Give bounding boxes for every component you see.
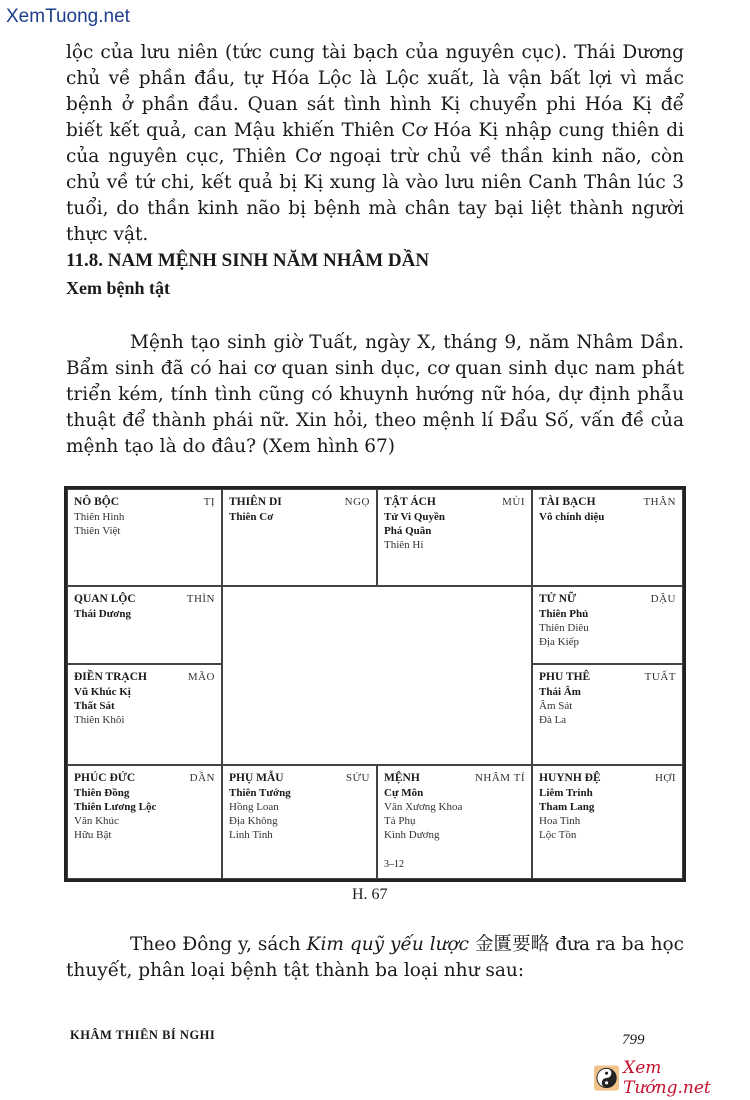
palace-name: TÀI BẠCH [539, 496, 596, 508]
minor-star: Thiên Diêu [539, 622, 589, 634]
minor-star: Địa Không [229, 815, 278, 827]
earthly-branch: MÃO [187, 671, 215, 683]
minor-star: Lộc Tồn [539, 829, 577, 841]
palace-tai-bach [532, 489, 683, 586]
major-star: Tham Lang [539, 801, 595, 813]
paragraph-theory [66, 932, 684, 984]
palace-name: TẬT ÁCH [384, 496, 436, 508]
palace-name: ĐIỀN TRẠCH [74, 671, 147, 683]
minor-star: Kình Dương [384, 829, 440, 841]
minor-star: Văn Xương Khoa [384, 801, 463, 813]
logo-text: Xem Tướng.net [623, 1058, 711, 1098]
major-star: Vũ Khúc Kị [74, 686, 131, 698]
palace-name: PHU THÊ [539, 671, 591, 683]
minor-star: Linh Tinh [229, 829, 273, 841]
palace-phuc-duc [67, 765, 222, 879]
earthly-branch: THÌN [186, 593, 215, 605]
minor-star: Tả Phụ [384, 815, 416, 827]
palace-header [384, 771, 525, 785]
palace-dien-trach [67, 664, 222, 765]
earthly-branch: MÙI [502, 496, 525, 508]
palace-name: PHỤ MẪU [229, 772, 284, 784]
palace-header [229, 771, 370, 785]
paragraph-theory-start: Theo Đông y, sách [130, 934, 307, 955]
major-star: Phá Quân [384, 525, 432, 537]
palace-tat-ach [377, 489, 532, 586]
minor-star: Địa Kiếp [539, 636, 580, 648]
minor-star: Hoa Tinh [539, 815, 581, 827]
earthly-branch: THÂN [643, 496, 676, 508]
earthly-branch: TỊ [203, 496, 215, 508]
paragraph-intro: lộc của lưu niên (tức cung tài bạch của nguyên cục). Thái Dương chủ về phần đầu, tự Hóa Lộc là Lộc xuất, là vận bất lợi vì mắc bệnh ở phần đầu. Quan sát tình hình Kị chuyển phi Hóa Kị để biết kết quả, can Mậu khiến Thiên Cơ Hóa Kị nhập cung thiên di của nguyên cục, Thiên Cơ ngoại trừ chủ về thần kinh não, còn chủ về tứ chi, kết quả bị Kị xung là vào lưu niên Canh Thân lúc 3 tuổi, do thần kinh não bị bệnh mà chân tay bại liệt thành người thực vật. [66, 42, 684, 245]
palace-header [539, 771, 676, 785]
palace-huynh-de [532, 765, 683, 879]
minor-star: Đà La [539, 714, 567, 726]
chart-center [222, 586, 532, 765]
palace-phu-the [532, 664, 683, 765]
earthly-branch: SỬU [345, 772, 370, 784]
book-title-chinese: 金匱要略 [469, 934, 556, 955]
major-star: Liêm Trinh [539, 787, 593, 799]
earthly-branch: TUẤT [644, 671, 676, 683]
palace-quan-loc [67, 586, 222, 664]
site-logo [594, 1058, 750, 1098]
paragraph-case: Mệnh tạo sinh giờ Tuất, ngày X, tháng 9, năm Nhâm Dần. Bẩm sinh đã có hai cơ quan sinh dục, cơ quan sinh dục nam phát triển kém, tính tình cũng có khuynh hướng nữ hóa, dự định phẫu thuật để thành phái nữ. Xin hỏi, theo mệnh lí Đẩu Số, vấn đề của mệnh tạo là do đâu? (Xem hình 67) [66, 332, 684, 457]
major-star: Thiên Phủ [539, 608, 589, 620]
age-range: 3–12 [384, 859, 404, 870]
palace-name: QUAN LỘC [74, 593, 136, 605]
palace-header [74, 771, 215, 785]
minor-star: Thiên Khôi [74, 714, 125, 726]
palace-thien-di [222, 489, 377, 586]
palace-name: TỬ NỮ [539, 593, 577, 605]
palace-header [539, 670, 676, 684]
palace-name: THIÊN DI [229, 496, 282, 508]
minor-star: Hữu Bật [74, 829, 112, 841]
major-star: Thiên Lương Lộc [74, 801, 157, 813]
palace-menh [377, 765, 532, 879]
minor-star: Thiên Việt [74, 525, 121, 537]
palace-name: MỆNH [384, 772, 420, 784]
palace-name: NÔ BỘC [74, 496, 120, 508]
minor-star: Âm Sát [539, 700, 573, 712]
palace-header [74, 670, 215, 684]
paragraph-theory-end: đưa ra ba học thuyết, phân loại bệnh tật thành ba loại như sau: [66, 934, 684, 981]
figure-caption: H. 67 [352, 886, 388, 903]
major-star: Vô chính diệu [539, 511, 605, 523]
palace-no-boc [67, 489, 222, 586]
page-number: 799 [622, 1032, 645, 1048]
earthly-branch: DẬU [650, 593, 676, 605]
minor-star: Văn Khúc [74, 815, 119, 827]
palace-name: HUYNH ĐỆ [539, 772, 601, 784]
palace-header [229, 495, 370, 509]
major-star: Thiên Tướng [229, 787, 291, 799]
section-heading: 11.8. NAM MỆNH SINH NĂM NHÂM DẦN [66, 250, 430, 271]
section-subheading: Xem bệnh tật [66, 278, 170, 298]
earthly-branch: HỢI [654, 772, 676, 784]
yin-yang-icon [594, 1065, 619, 1091]
major-star: Thiên Đồng [74, 787, 130, 799]
palace-header [74, 495, 215, 509]
palace-header [539, 592, 676, 606]
palace-name: PHÚC ĐỨC [74, 772, 136, 784]
palace-header [539, 495, 676, 509]
minor-star: Thiên Hình [74, 511, 125, 523]
palace-phu-mau [222, 765, 377, 879]
running-footer: KHÂM THIÊN BÍ NGHI [70, 1028, 216, 1042]
palace-header [74, 592, 215, 606]
palace-header [384, 495, 525, 509]
major-star: Cự Môn [384, 787, 424, 799]
earthly-branch: NGỌ [344, 496, 370, 508]
horoscope-chart [64, 486, 686, 882]
major-star: Tử Vi Quyền [384, 511, 446, 523]
major-star: Thái Âm [539, 686, 581, 698]
minor-star: Thiên Hỉ [384, 539, 424, 551]
major-star: Thiên Cơ [229, 511, 274, 523]
book-title: Kim quỹ yếu lược [306, 934, 470, 955]
major-star: Thái Dương [74, 608, 132, 620]
earthly-branch: DẦN [189, 772, 215, 784]
minor-star: Hồng Loan [229, 801, 279, 813]
earthly-branch: NHÂM TÍ [474, 772, 525, 784]
site-watermark: XemTuong.net [6, 6, 130, 27]
major-star: Thất Sát [74, 700, 115, 712]
palace-tu-nu [532, 586, 683, 664]
